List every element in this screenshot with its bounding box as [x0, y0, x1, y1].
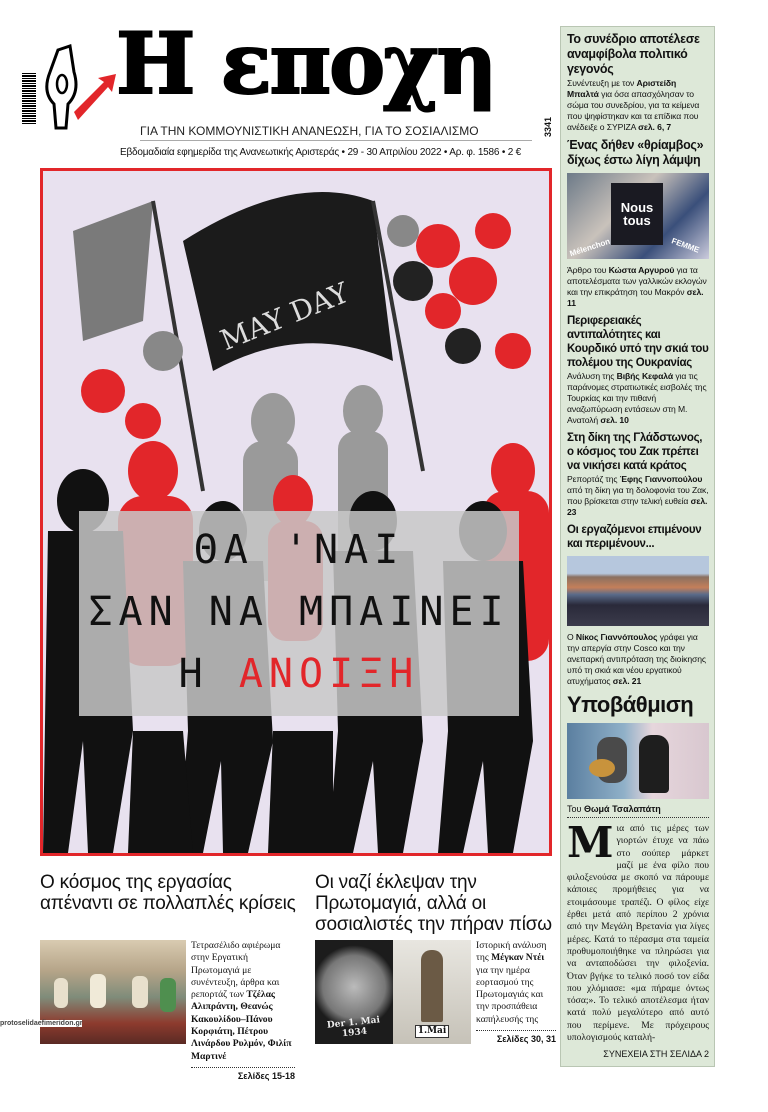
sidebar-article-summary — [567, 631, 709, 687]
page-ref: σελ. 11 — [567, 287, 704, 308]
issue-code: 3341 — [543, 116, 554, 138]
story-pages: Σελίδες 30, 31 — [476, 1030, 556, 1045]
page-ref: σελ. 23 — [567, 496, 708, 517]
sidebar-article[interactable] — [567, 523, 709, 551]
street-musician-photo — [567, 723, 709, 799]
sidebar — [560, 26, 715, 1067]
sidebar-article[interactable] — [567, 314, 709, 426]
story-text-block — [476, 940, 556, 1045]
sidebar-article[interactable] — [567, 431, 709, 518]
continued-link[interactable]: ΣΥΝΕΧΕΙΑ ΣΤΗ ΣΕΛΙΔΑ 2 — [603, 1049, 709, 1060]
pen-nib-logo-icon — [38, 42, 118, 132]
magazine-text: Mélenchon — [568, 236, 612, 259]
hero-headline-word: Η — [178, 651, 209, 697]
article-summary: Άρθρο του Κώστα Αργυρού για τα αποτελέσματα των γαλλικών εκλογών και την επικράτηση του Μακρόν σελ. 11 — [567, 265, 707, 308]
poster-text: 1.Mai — [415, 1025, 449, 1038]
flag-text: MAY DAY — [215, 275, 354, 358]
article-headline: Οι εργαζόμενοι επιμένουν και περιμένουν... — [567, 524, 702, 550]
hero-headline-line — [79, 643, 519, 705]
article-summary: Ο Νίκος Γιαννόπουλος γράφει για την απεργία στην Cosco και την ανεπαρκή αντιπρόταση της διοίκησης υπό τη σκιά και νέου εργατικού ατυχήματος σελ. 21 — [567, 632, 706, 686]
story-text-block — [191, 940, 295, 1082]
article-headline: Το συνέδριο αποτέλεσε αναμφίβολα πολιτικό γεγονός — [567, 32, 700, 76]
hero-illustration — [40, 168, 552, 856]
story-headline-nazis-mayday[interactable]: Οι ναζί έκλεψαν την Πρωτομαγιά, αλλά οι σοσιαλιστές την πήραν πίσω — [315, 872, 552, 935]
hero-headline-highlight: ΑΝΟΙΞΗ — [238, 651, 420, 697]
column-byline: Του Θωμά Τσαλαπάτη — [567, 804, 709, 818]
hero-headline — [79, 511, 519, 716]
article-headline: Ένας δήθεν «θρίαμβος» δίχως έστω λίγη λάμψη — [567, 138, 704, 167]
column-text: ια από τις μέρες των γιορτών έτυχε να πάω στο σούπερ μάρκετ μαζί με ένα φίλο που φιλοξενούσα με σκοπό να πάρουμε κάποιες προμήθειες για να ετοιμάσουμε τραπέζι. Ο φίλος είχε έρθει μετά από περίπου 2 χρόνια από την Μεγάλη Βρετανία για λίγες μέρες. Κατά το πέρασμα στα ταμεία προθυμοποιήθηκε να πληρώσει για να ανταποδώσει την φιλοξενία. Όταν βγήκε το τελικό ποσό τον είδα που χλόμιασε: «μα πήραμε όντως τόσα;». Το τελικό αποτέλεσμα ήταν κατά πολύ μεγαλύτερο από αυτό που περίμενε. Με πρόχειρους υπολογισμούς καταλή- — [567, 823, 709, 1044]
story-summary: Τετρασέλιδο αφιέρωμα στην Εργατική Πρωτομαγιά με συνέντευξη, άρθρα και ρεπορτάζ των Τζέλας Αλιπράντη, Θεανώς Κακουλίδου–Πάνου Κορφιάτη, Πέτρου Λινάρδου Ρυλμόν, Φιλίπ Μαρτινέ — [191, 940, 292, 1062]
drop-cap: Μ — [567, 818, 614, 867]
hero-headline-line: ΣΑΝ ΝΑ ΜΠΑΙΝΕΙ — [88, 589, 510, 635]
page-ref: σελ. 21 — [612, 676, 642, 686]
article-headline: Στη δίκη της Γλάδστωνος, ο κόσμος του Ζακ πρέπει να νικήσει κατά κράτος — [567, 432, 703, 472]
magazine-cover: Nous tous — [611, 183, 663, 245]
article-summary: Ρεπορτάζ της Έφης Γιαννοπούλου από τη δίκη για τη δολοφονία του Ζακ, που βρίσκεται στην τελική ευθεία σελ. 23 — [567, 474, 709, 517]
poster-mai-image — [393, 940, 471, 1044]
election-magazines-photo — [567, 173, 709, 259]
hero-headline-line: ΘΑ 'ΝΑΙ — [193, 527, 405, 573]
newspaper-title: Η εποχη — [116, 14, 496, 113]
sidebar-article-summary — [567, 264, 709, 309]
watermark: protoselidaefimeridon.gr — [0, 1020, 83, 1027]
page-ref: σελ. 10 — [600, 415, 629, 425]
poster-1934-image — [315, 940, 393, 1044]
page-ref: σελ. 6, 7 — [638, 122, 672, 132]
barcode — [22, 72, 36, 124]
story-headline-labour[interactable]: Ο κόσμος της εργασίας απέναντι σε πολλαπλές κρίσεις — [40, 872, 296, 914]
story-summary: Ιστορική ανάλυση της Μέγκαν Ντέι για την ημέρα εορτασμού της Πρωτομαγιάς και την προσπάθεια καπήλευσής της — [476, 940, 547, 1025]
column-body — [567, 818, 709, 1044]
article-summary: Συνέντευξη με τον Αριστείδη Μπαλτά για όσα απασχόλησαν το σώμα του συνεδρίου, για τα κείμενα που ψηφίστηκαν και τα επίδικα που ανέδειξε ο ΣΥΡΙΖΑ σελ. 6, 7 — [567, 78, 700, 132]
article-summary: Ανάλυση της Βιβής Κεφαλά για τις παράνομες στρατιωτικές εισβολές της Τουρκίας και την πιθανή αναζωπύρωση εντάσεων στη Μ. Ανατολή σελ. 10 — [567, 371, 707, 425]
column-title: Υποβάθμιση — [567, 692, 694, 717]
sidebar-article[interactable] — [567, 32, 709, 133]
sidebar-article[interactable] — [567, 138, 709, 168]
magazine-text: FEMME — [670, 236, 701, 255]
story-pages: Σελίδες 15-18 — [191, 1067, 295, 1082]
article-headline: Περιφερειακές αντιπαλότητες και Κουρδικό υπό την σκιά του πολέμου της Ουκρανίας — [567, 315, 709, 369]
cosco-strike-photo — [567, 556, 709, 626]
poster-text: Der 1. Mai 1934 — [326, 1015, 381, 1040]
workers-painting-image — [40, 940, 186, 1044]
dateline: Εβδομαδιαία εφημερίδα της Ανανεωτικής Αριστεράς • 29 - 30 Απριλίου 2022 • Αρ. φ. 1586 • 2 € — [120, 147, 522, 158]
tagline: ΓΙΑ ΤΗΝ ΚΟΜΜΟΥΝΙΣΤΙΚΗ ΑΝΑΝΕΩΣΗ, ΓΙΑ ΤΟ ΣΟΣΙΑΛΙΣΜΟ — [140, 124, 532, 141]
